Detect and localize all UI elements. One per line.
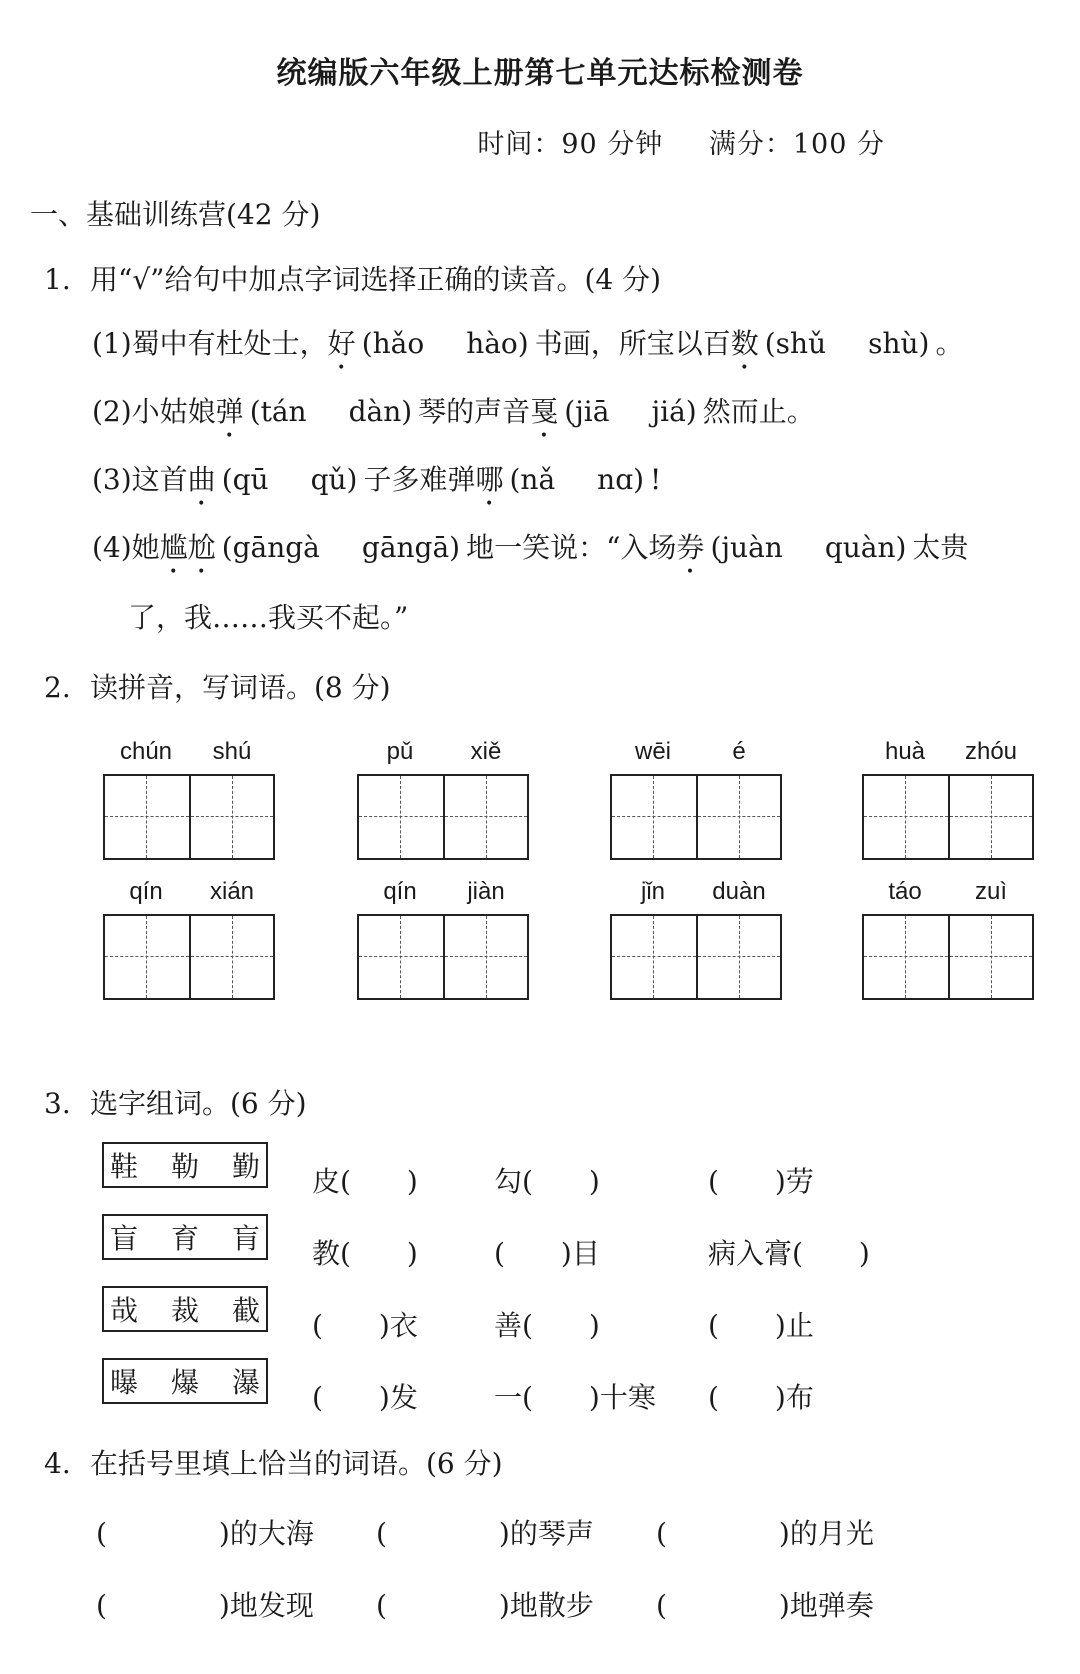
writing-cell[interactable]	[612, 916, 696, 998]
question-2-heading	[44, 666, 391, 706]
pinyin-grid-group	[862, 878, 1034, 1000]
writing-cell[interactable]	[105, 776, 189, 858]
item-text: 。	[935, 327, 964, 360]
fill-blank[interactable]: ( )发	[312, 1381, 418, 1414]
choice-char: 截	[231, 1294, 260, 1327]
pinyin-option[interactable]: (gāngà	[221, 531, 320, 564]
fill-blank[interactable]: ( )目	[494, 1237, 600, 1270]
pinyin-label: wēi	[634, 738, 671, 765]
pinyin-option[interactable]: jiá)	[651, 395, 697, 428]
q1-item-1	[92, 322, 963, 376]
full-score: 满分：100 分	[708, 129, 885, 160]
writing-cell[interactable]	[948, 916, 1032, 998]
choice-char: 勤	[231, 1150, 260, 1183]
fill-blank[interactable]: 勾( )	[494, 1165, 600, 1198]
pinyin-option[interactable]: (hǎo	[361, 327, 425, 360]
pinyin-grid-group	[610, 738, 782, 860]
writing-cell[interactable]	[443, 776, 527, 858]
writing-cell[interactable]	[948, 776, 1032, 858]
pinyin-label: chún	[119, 738, 173, 765]
choice-char: 瀑	[231, 1366, 260, 1399]
char-choice-box	[102, 1286, 268, 1332]
pinyin-option[interactable]: shù)	[868, 327, 930, 360]
pinyin-label: táo	[888, 878, 922, 905]
writing-cell[interactable]	[864, 776, 948, 858]
pinyin-label: huà	[884, 738, 926, 765]
item-text: 琴的声音	[418, 395, 531, 428]
pinyin-option[interactable]: dàn)	[348, 395, 413, 428]
pinyin-label: shú	[212, 738, 252, 765]
dotted-char: 数	[730, 327, 759, 360]
pinyin-grid-group	[103, 738, 275, 860]
fill-blank[interactable]: ( )的月光	[656, 1517, 874, 1550]
pinyin-label: xián	[209, 878, 255, 905]
fill-blank[interactable]: 皮( )	[312, 1165, 418, 1198]
fill-blank[interactable]: 教( )	[312, 1237, 418, 1270]
pinyin-label: é	[732, 738, 746, 765]
writing-cell[interactable]	[443, 916, 527, 998]
choice-char: 鞋	[110, 1150, 139, 1183]
char-choice-box	[102, 1142, 268, 1188]
writing-cell[interactable]	[359, 776, 443, 858]
pinyin-grid-group	[103, 878, 275, 1000]
section-heading: 一、基础训练营(42 分)	[30, 198, 321, 231]
page-title: 统编版六年级上册第七单元达标检测卷	[276, 56, 804, 91]
question-4-heading	[44, 1442, 503, 1482]
question-text: 用“√”给句中加点字词选择正确的读音。(4 分)	[90, 263, 662, 296]
dotted-char: 好	[327, 327, 356, 360]
dotted-char: 戛	[530, 395, 559, 428]
time-limit: 时间：90 分钟	[477, 129, 664, 160]
pinyin-option[interactable]: (nǎ	[509, 463, 556, 496]
pinyin-grid-group	[862, 738, 1034, 860]
item-text: 子多难弹	[363, 463, 476, 496]
choice-char: 哉	[110, 1294, 139, 1327]
fill-blank[interactable]: ( )的大海	[96, 1517, 314, 1550]
dotted-char: 曲	[187, 463, 216, 496]
fill-blank[interactable]: ( )衣	[312, 1309, 418, 1342]
writing-cell[interactable]	[189, 916, 273, 998]
fill-blank[interactable]: ( )止	[708, 1309, 814, 1342]
fill-blank[interactable]: ( )的琴声	[376, 1517, 594, 1550]
item-text: (3)这首	[92, 463, 188, 496]
pinyin-option[interactable]: gāngā)	[361, 531, 461, 564]
question-1-heading	[44, 258, 661, 298]
fill-blank[interactable]: ( )布	[708, 1381, 814, 1414]
fill-blank[interactable]: 一( )十寒	[494, 1381, 656, 1414]
char-choice-box	[102, 1358, 268, 1404]
pinyin-option[interactable]: (shǔ	[764, 327, 827, 360]
q1-item-2	[92, 390, 815, 444]
pinyin-option[interactable]: hào)	[466, 327, 529, 360]
question-number: 3.	[44, 1087, 71, 1120]
fill-blank[interactable]: ( )地发现	[96, 1589, 314, 1622]
pinyin-label: jiàn	[467, 878, 505, 905]
question-text: 选字组词。(6 分)	[90, 1087, 307, 1120]
pinyin-option[interactable]: qǔ)	[310, 463, 358, 496]
question-number: 4.	[44, 1447, 71, 1480]
pinyin-label: jǐn	[640, 878, 665, 905]
writing-cell[interactable]	[359, 916, 443, 998]
item-text: 书画，所宝以百	[534, 327, 731, 360]
choice-char: 爆	[170, 1366, 199, 1399]
dotted-char: 弹	[215, 395, 244, 428]
pinyin-grid-group	[357, 738, 529, 860]
pinyin-label: duàn	[712, 878, 766, 905]
choice-char: 肓	[231, 1222, 260, 1255]
question-3-heading	[44, 1082, 307, 1122]
writing-cell[interactable]	[612, 776, 696, 858]
q1-item-4	[92, 526, 968, 580]
writing-cell[interactable]	[105, 916, 189, 998]
choice-char: 勒	[170, 1150, 199, 1183]
pinyin-label: zhóu	[964, 738, 1018, 765]
pinyin-label: xiě	[470, 738, 502, 765]
pinyin-label: zuì	[974, 878, 1007, 905]
pinyin-option[interactable]: nɑ)	[597, 463, 645, 496]
item-text: 地一笑说：“入场	[466, 531, 677, 564]
fill-blank[interactable]: 善( )	[494, 1309, 600, 1342]
writing-cell[interactable]	[189, 776, 273, 858]
q1-item-3	[92, 458, 661, 512]
choice-char: 裁	[170, 1294, 199, 1327]
char-choice-box	[102, 1214, 268, 1260]
question-number: 1.	[44, 263, 71, 296]
choice-char: 盲	[110, 1222, 139, 1255]
item-text: 太贵	[912, 531, 969, 564]
pinyin-option[interactable]: (qū	[221, 463, 269, 496]
writing-cell[interactable]	[696, 916, 780, 998]
fill-blank[interactable]: ( )劳	[708, 1165, 814, 1198]
item-text: (2)小姑娘	[92, 395, 216, 428]
dotted-char: 券	[676, 531, 705, 564]
choice-char: 曝	[110, 1366, 139, 1399]
pinyin-label: qín	[383, 878, 417, 905]
exam-meta	[441, 122, 885, 161]
pinyin-option[interactable]: (jiā	[564, 395, 610, 428]
question-number: 2.	[44, 671, 71, 704]
pinyin-option[interactable]: (juàn	[710, 531, 783, 564]
item-text: 然而止。	[702, 395, 815, 428]
q1-item-4-continued: 了，我……我买不起。”	[128, 601, 409, 634]
pinyin-grid-group	[610, 878, 782, 1000]
pinyin-option[interactable]: (tán	[249, 395, 307, 428]
pinyin-label: pǔ	[386, 738, 414, 765]
fill-blank[interactable]: 病入膏( )	[708, 1237, 870, 1270]
item-text: !	[650, 463, 662, 496]
fill-blank[interactable]: ( )地弹奏	[656, 1589, 874, 1622]
dotted-char: 哪	[475, 463, 504, 496]
pinyin-label: qín	[129, 878, 163, 905]
pinyin-grid-group	[357, 878, 529, 1000]
pinyin-option[interactable]: quàn)	[824, 531, 907, 564]
dotted-char: 尴尬	[159, 531, 216, 564]
question-text: 在括号里填上恰当的词语。(6 分)	[90, 1447, 503, 1480]
item-text: (1)蜀中有杜处士，	[92, 327, 328, 360]
item-text: (4)她	[92, 531, 160, 564]
question-text: 读拼音，写词语。(8 分)	[90, 671, 391, 704]
fill-blank[interactable]: ( )地散步	[376, 1589, 594, 1622]
writing-cell[interactable]	[696, 776, 780, 858]
choice-char: 育	[170, 1222, 199, 1255]
writing-cell[interactable]	[864, 916, 948, 998]
